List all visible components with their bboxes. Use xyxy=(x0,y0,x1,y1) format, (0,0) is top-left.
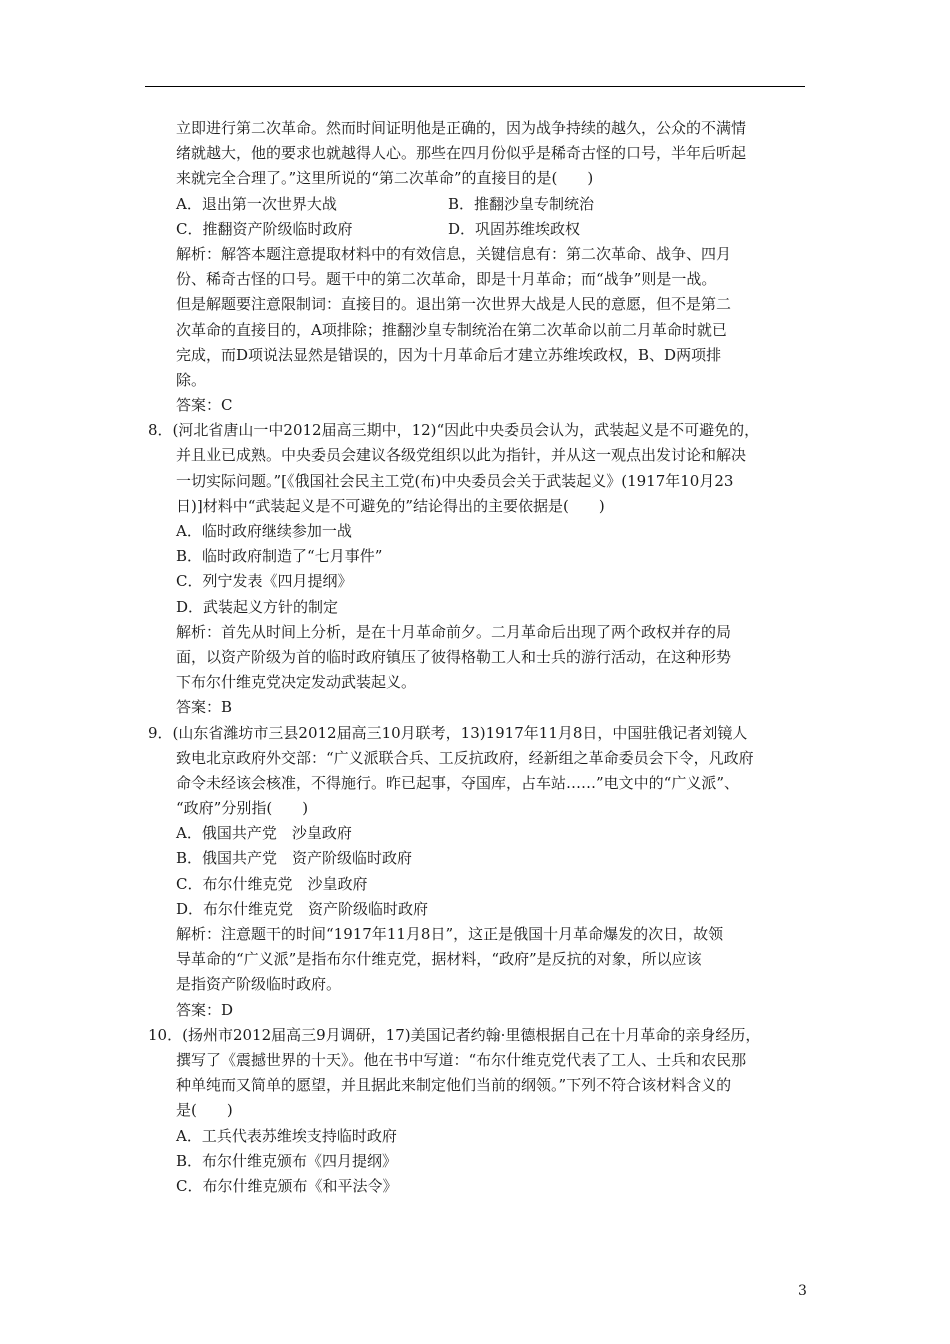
stem-line: 来就完全合理了。”这里所说的“第二次革命”的直接目的是( ) xyxy=(176,169,594,188)
option-c: C．布尔什维克党 沙皇政府 xyxy=(176,874,368,893)
option-a: A．俄国共产党 沙皇政府 xyxy=(176,824,352,843)
option-b: B．临时政府制造了“七月事件” xyxy=(176,547,383,566)
answer: 答案：D xyxy=(176,1000,234,1019)
analysis-line: 解析：解答本题注意提取材料中的有效信息，关键信息有：第二次革命、战争、四月 xyxy=(176,244,732,263)
question-line: 8．(河北省唐山一中2012届高三期中，12)“因此中央委员会认为，武装起义是不可避免的， xyxy=(148,421,760,440)
analysis-line: 次革命的直接目的，A项排除；推翻沙皇专制统治在第二次革命以前二月革命时就已 xyxy=(176,320,727,339)
question-line: 致电北京政府外交部：“广义派联合兵、工反抗政府，经新组之革命委员会下令，凡政府 xyxy=(176,748,754,767)
analysis-line: 但是解题要注意限制词：直接目的。退出第一次世界大战是人民的意愿，但不是第二 xyxy=(176,295,732,314)
question-line: 9．(山东省潍坊市三县2012届高三10月联考，13)1917年11月8日，中国驻俄记者刘镜人 xyxy=(148,723,748,742)
question-line: 一切实际问题。”[《俄国社会民主工党(布)中央委员会关于武装起义》(1917年10月23 xyxy=(176,471,734,490)
option-b: B．推翻沙皇专制统治 xyxy=(448,194,595,213)
option-row xyxy=(148,217,814,242)
question-line: “政府”分别指( ) xyxy=(176,799,309,818)
question-line: 撰写了《震撼世界的十天》。他在书中写道：“布尔什维克党代表了工人、士兵和农民那 xyxy=(176,1050,747,1069)
analysis-line: 除。 xyxy=(176,370,207,389)
question-line: 10．(扬州市2012届高三9月调研，17)美国记者约翰·里德根据自己在十月革命的亲身经历， xyxy=(148,1025,761,1044)
option-a: A．退出第一次世界大战 xyxy=(176,194,337,213)
option-b: B．俄国共产党 资产阶级临时政府 xyxy=(176,849,413,868)
analysis-line: 份、稀奇古怪的口号。题干中的第二次革命，即是十月革命；而“战争”则是一战。 xyxy=(176,270,717,289)
analysis-line: 完成，而D项说法显然是错误的，因为十月革命后才建立苏维埃政权，B、D两项排 xyxy=(176,345,722,364)
option-c: C．布尔什维克颁布《和平法令》 xyxy=(176,1176,398,1195)
question-10 xyxy=(148,1023,814,1199)
answer: 答案：C xyxy=(176,396,233,415)
question-line: 是( ) xyxy=(176,1101,233,1120)
answer: 答案：B xyxy=(176,698,233,717)
question-8 xyxy=(148,418,814,720)
analysis-line: 是指资产阶级临时政府。 xyxy=(176,975,342,994)
analysis-line: 下布尔什维克党决定发动武装起义。 xyxy=(176,673,417,692)
question-line: 并且业已成熟。中央委员会建议各级党组织以此为指针，并从这一观点出发讨论和解决 xyxy=(176,446,747,465)
header-rule xyxy=(145,86,805,87)
option-row xyxy=(148,192,814,217)
option-d: D．布尔什维克党 资产阶级临时政府 xyxy=(176,899,429,918)
document-body xyxy=(148,116,814,1199)
question-line: 日)]材料中“武装起义是不可避免的”结论得出的主要依据是( ) xyxy=(176,496,605,515)
analysis-line: 面，以资产阶级为首的临时政府镇压了彼得格勒工人和士兵的游行活动，在这种形势 xyxy=(176,647,732,666)
question-9 xyxy=(148,721,814,1023)
stem-line: 绪就越大，他的要求也就越得人心。那些在四月份似乎是稀奇古怪的口号，半年后听起 xyxy=(176,144,747,163)
stem-line: 立即进行第二次革命。然而时间证明他是正确的，因为战争持续的越久，公众的不满情 xyxy=(176,119,747,137)
question-line: 种单纯而又简单的愿望，并且据此来制定他们当前的纲领。”下列不符合该材料含义的 xyxy=(176,1076,732,1095)
option-d: D．巩固苏维埃政权 xyxy=(448,219,581,238)
option-c: C．列宁发表《四月提纲》 xyxy=(176,572,353,591)
page-number: 3 xyxy=(798,1283,807,1299)
question-line: 命令未经该会核准，不得施行。昨已起事，夺国库，占车站……”电文中的“广义派”、 xyxy=(176,773,740,792)
analysis-line: 解析：注意题干的时间“1917年11月8日”，这正是俄国十月革命爆发的次日，故领 xyxy=(176,925,724,943)
analysis-line: 解析：首先从时间上分析，是在十月革命前夕。二月革命后出现了两个政权并存的局 xyxy=(176,622,732,641)
option-b: B．布尔什维克颁布《四月提纲》 xyxy=(176,1151,398,1170)
option-a: A．工兵代表苏维埃支持临时政府 xyxy=(176,1126,397,1145)
continued-question xyxy=(148,116,814,418)
option-c: C．推翻资产阶级临时政府 xyxy=(176,219,353,238)
option-a: A．临时政府继续参加一战 xyxy=(176,522,352,540)
option-d: D．武装起义方针的制定 xyxy=(176,597,339,616)
analysis-line: 导革命的“广义派”是指布尔什维克党，据材料，“政府”是反抗的对象，所以应该 xyxy=(176,950,702,969)
